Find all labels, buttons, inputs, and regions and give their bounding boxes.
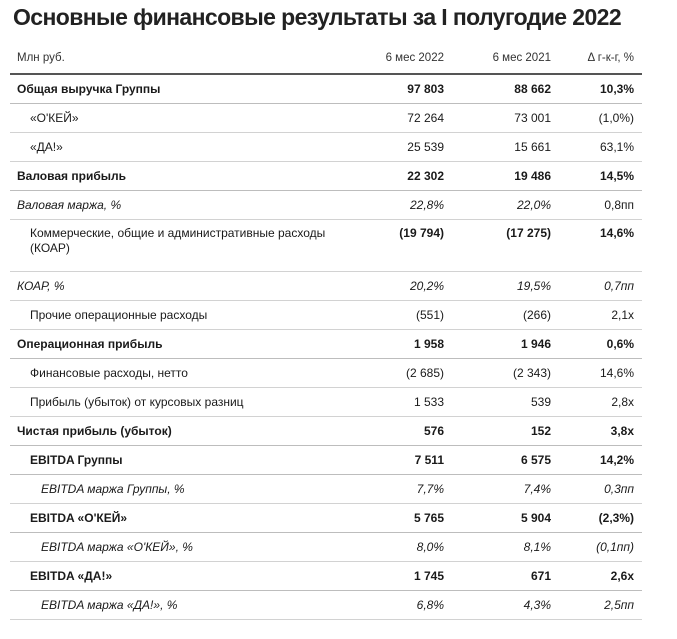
row-label: Валовая маржа, % [10,191,344,220]
value-2022: 72 264 [344,104,452,133]
value-2022: 1 958 [344,330,452,359]
value-delta: 14,5% [559,162,642,191]
value-delta: 3,8x [559,417,642,446]
row-label: Прочие операционные расходы [10,301,344,330]
row-ebitda-da [10,562,642,591]
row-label: EBITDA «ДА!» [10,562,344,591]
row-label: Общая выручка Группы [10,74,344,104]
value-2021: 6 575 [452,446,559,475]
row-label: Чистая прибыль (убыток) [10,417,344,446]
value-2021: 152 [452,417,559,446]
value-2022: 97 803 [344,74,452,104]
row-label: Коммерческие, общие и административные расходы (КОАР) [10,220,344,272]
value-delta: (2,3%) [559,504,642,533]
value-2021: (266) [452,301,559,330]
value-2021: 671 [452,562,559,591]
value-2021: 4,3% [452,591,559,620]
value-delta: 63,1% [559,133,642,162]
financial-results-table [10,43,642,620]
value-2022: 20,2% [344,272,452,301]
row-ebitda-margin-da [10,591,642,620]
row-label: Операционная прибыль [10,330,344,359]
row-operating-profit [10,330,642,359]
row-label: КОАР, % [10,272,344,301]
row-label: «О'КЕЙ» [10,104,344,133]
row-da-revenue [10,133,642,162]
value-2022: (19 794) [344,220,452,272]
header-2022: 6 мес 2022 [344,43,452,74]
row-label: EBITDA «О'КЕЙ» [10,504,344,533]
row-label: EBITDA Группы [10,446,344,475]
value-2022: 6,8% [344,591,452,620]
value-2022: 25 539 [344,133,452,162]
value-2022: 1 745 [344,562,452,591]
value-2022: 22,8% [344,191,452,220]
row-ebitda-margin-okey [10,533,642,562]
row-sga-percent [10,272,642,301]
value-delta: 14,6% [559,359,642,388]
row-finance-costs [10,359,642,388]
value-2022: 7 511 [344,446,452,475]
value-2022: (551) [344,301,452,330]
value-2022: 5 765 [344,504,452,533]
row-label: EBITDA маржа Группы, % [10,475,344,504]
value-2021: 22,0% [452,191,559,220]
value-2021: 539 [452,388,559,417]
header-2021: 6 мес 2021 [452,43,559,74]
page-title: Основные финансовые результаты за I полугодие 2022 [13,4,622,30]
value-2022: 8,0% [344,533,452,562]
row-label: Прибыль (убыток) от курсовых разниц [10,388,344,417]
value-delta: 2,5пп [559,591,642,620]
value-2022: 22 302 [344,162,452,191]
value-2021: 1 946 [452,330,559,359]
row-fx-gain-loss [10,388,642,417]
value-delta: 2,6x [559,562,642,591]
value-delta: 10,3% [559,74,642,104]
value-delta: 14,6% [559,220,642,272]
row-label: «ДА!» [10,133,344,162]
value-delta: (1,0%) [559,104,642,133]
value-2021: 7,4% [452,475,559,504]
value-2021: 8,1% [452,533,559,562]
header-units: Млн руб. [10,43,344,74]
row-label: Финансовые расходы, нетто [10,359,344,388]
value-2022: (2 685) [344,359,452,388]
row-label: Валовая прибыль [10,162,344,191]
value-delta: 2,8x [559,388,642,417]
row-gross-profit [10,162,642,191]
row-other-opex [10,301,642,330]
value-2021: 19,5% [452,272,559,301]
value-2021: 73 001 [452,104,559,133]
value-delta: 2,1x [559,301,642,330]
row-gross-margin [10,191,642,220]
value-2022: 1 533 [344,388,452,417]
value-2021: 19 486 [452,162,559,191]
value-delta: 0,3пп [559,475,642,504]
row-net-profit [10,417,642,446]
value-2021: 15 661 [452,133,559,162]
value-delta: 0,7пп [559,272,642,301]
value-2021: 5 904 [452,504,559,533]
value-2021: 88 662 [452,74,559,104]
row-ebitda-okey [10,504,642,533]
value-2022: 7,7% [344,475,452,504]
row-label: EBITDA маржа «О'КЕЙ», % [10,533,344,562]
value-delta: 0,8пп [559,191,642,220]
value-delta: 0,6% [559,330,642,359]
value-2022: 576 [344,417,452,446]
header-delta: Δ г-к-г, % [559,43,642,74]
row-ebitda-margin-group [10,475,642,504]
row-sga-expenses [10,220,642,272]
value-delta: (0,1пп) [559,533,642,562]
value-delta: 14,2% [559,446,642,475]
value-2021: (2 343) [452,359,559,388]
row-label: EBITDA маржа «ДА!», % [10,591,344,620]
row-ebitda-group [10,446,642,475]
row-total-revenue [10,74,642,104]
table-header-row [10,43,642,74]
value-2021: (17 275) [452,220,559,272]
row-okey-revenue [10,104,642,133]
